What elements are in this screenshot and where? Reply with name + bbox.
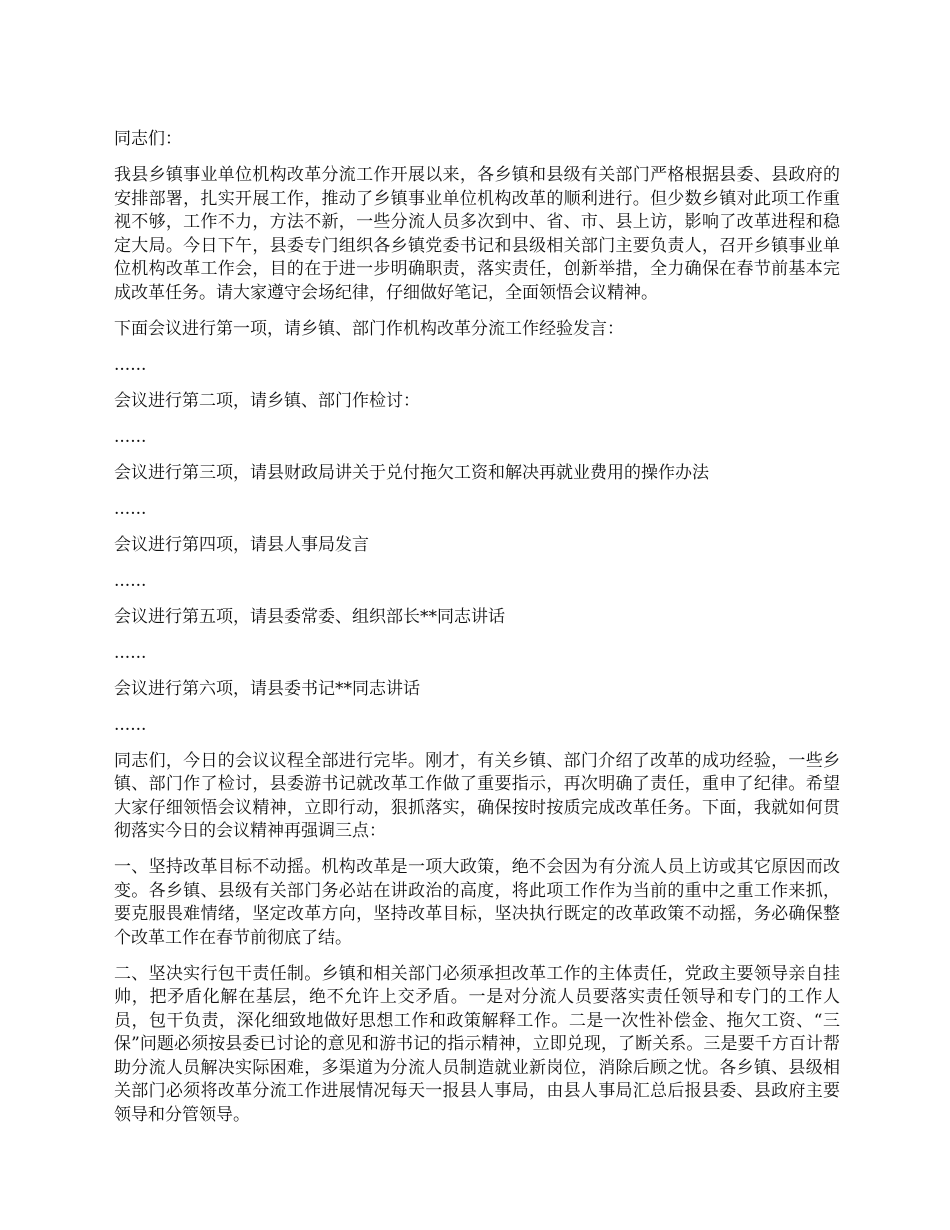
opening-paragraph: 我县乡镇事业单位机构改革分流工作开展以来，各乡镇和县级有关部门严格根据县委、县政府的安排部署，扎实开展工作，推动了乡镇事业单位机构改革的顺利进行。但少数乡镇对此项工作重视不够，工作不力，方法不新，一些分流人员多次到中、省、市、县上访，影响了改革进程和稳定大局。今日下午，县委专门组织各乡镇党委书记和县级相关部门主要负责人，召开乡镇事业单位机构改革工作会，目的在于进一步明确职责，落实责任，创新举措，全力确保在春节前基本完成改革任务。请大家遵守会场纪律，仔细做好笔记，全面领悟会议精神。 [114, 165, 840, 303]
agenda-item-6: 会议进行第六项，请县委书记**同志讲话 [114, 678, 420, 699]
agenda-item-1: 下面会议进行第一项，请乡镇、部门作机构改革分流工作经验发言： [114, 318, 624, 339]
document-body [114, 128, 840, 1140]
agenda-item-5: 会议进行第五项，请县委常委、组织部长**同志讲话 [114, 606, 505, 627]
ellipsis: ...... [114, 570, 147, 591]
salutation: 同志们： [114, 129, 182, 149]
point-one-paragraph: 一、坚持改革目标不动摇。机构改革是一项大政策，绝不会因为有分流人员上访或其它原因而改变。各乡镇、县级有关部门务必站在讲政治的高度，将此项工作作为当前的重中之重工作来抓，要克服畏难情绪，坚定改革方向，坚持改革目标，坚决执行既定的改革政策不动摇，务必确保整个改革工作在春节前彻底了结。 [114, 857, 840, 948]
ellipsis: ...... [114, 714, 147, 735]
agenda-item-4: 会议进行第四项，请县人事局发言 [114, 534, 369, 555]
ellipsis: ...... [114, 354, 147, 375]
agenda-item-2: 会议进行第二项，请乡镇、部门作检讨： [114, 390, 420, 411]
agenda-item-3: 会议进行第三项，请县财政局讲关于兑付拖欠工资和解决再就业费用的操作办法 [114, 462, 709, 483]
ellipsis: ...... [114, 642, 147, 663]
closing-paragraph: 同志们，今日的会议议程全部进行完毕。刚才，有关乡镇、部门介绍了改革的成功经验，一些乡镇、部门作了检讨，县委游书记就改革工作做了重要指示，再次明确了责任，重申了纪律。希望大家仔细领悟会议精神，立即行动，狠抓落实，确保按时按质完成改革任务。下面，我就如何贯彻落实今日的会议精神再强调三点： [114, 750, 840, 841]
ellipsis: ...... [114, 426, 147, 447]
point-two-paragraph: 二、坚决实行包干责任制。乡镇和相关部门必须承担改革工作的主体责任，党政主要领导亲自挂帅，把矛盾化解在基层，绝不允许上交矛盾。一是对分流人员要落实责任领导和专门的工作人员，包干负责，深化细致地做好思想工作和政策解释工作。二是一次性补偿金、拖欠工资、“三保”问题必须按县委已讨论的意见和游书记的指示精神，立即兑现，了断关系。三是要千方百计帮助分流人员解决实际困难，多渠道为分流人员制造就业新岗位，消除后顾之忧。各乡镇、县级相关部门必须将改革分流工作进展情况每天一报县人事局，由县人事局汇总后报县委、县政府主要领导和分管领导。 [114, 963, 840, 1125]
ellipsis: ...... [114, 498, 147, 519]
